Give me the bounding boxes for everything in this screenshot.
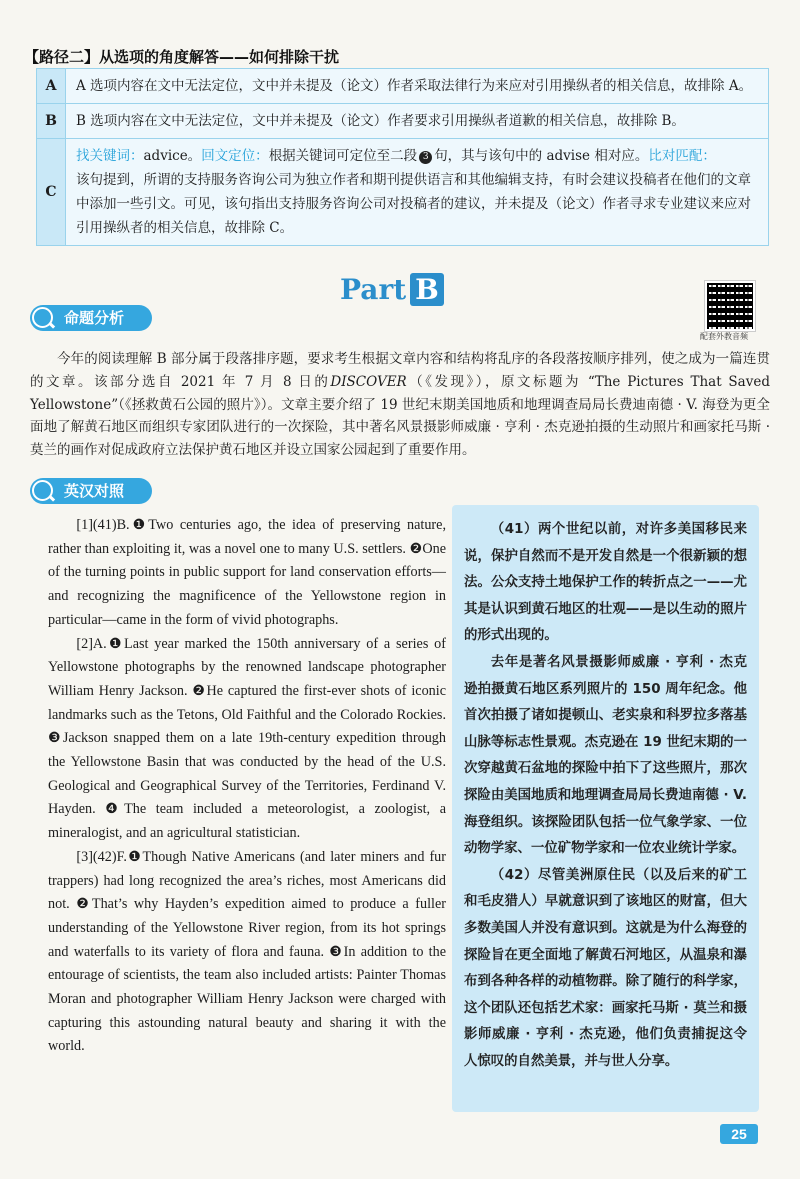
part-word: Part [340,273,407,306]
chinese-translation-box [452,505,759,1112]
option-text [66,139,769,246]
qr-code-icon[interactable] [705,281,755,331]
chinese-paragraph: （42）尽管美洲原住民（以及后来的矿工和毛皮猎人）早就意识到了该地区的财富，但大多数美国人并没有意识到。这就是为什么海登的探险旨在更全面地了解黄石河地区，从温泉和瀑布到各种各样的动植物群。除了随行的科学家，这个团队还包括艺术家：画家托马斯 · 莫兰和摄影师威廉 · 亨利 · 杰克逊，他们负责捕捉这令人惊叹的自然美景，并与世人分享。 [464,867,747,1069]
locate-text-after: 句，其与该句中的 advise 相对应。 [434,148,649,164]
part-title [340,273,444,306]
chinese-paragraph: 去年是著名风景摄影师威廉 · 亨利 · 杰克逊拍摄黄石地区系列照片的 150 周年纪念。他首次拍摄了诸如提顿山、老实泉和科罗拉多落基山脉等标志性景观。杰克逊在 19 世纪末期的一次穿越黄石盆地的探险中拍下了这些照片，那次探险由美国地质和地理调查局局长费迪南德 · V. 海登组织。该探险团队包括一位气象学家、一位动物学家、一位矿物学家和一位农业统计学家。 [464,654,747,857]
magnifier-icon [32,307,53,328]
qr-caption: 配套外教音频 [700,332,748,341]
option-label: C [37,139,66,246]
find-keyword-value: advice。 [143,148,202,164]
option-text: A 选项内容在文中无法定位，文中并未提及（论文）作者采取法律行为来应对引用操纵者的相关信息，故排除 A。 [66,69,769,104]
english-paragraph: [2]A.❶Last year marked the 150th anniversary of a series of Yellowstone photographs by the renowned landscape photographer William Henry Jackson. ❷He captured the first-ever shots of iconic landmarks such as the Tetons, Old Faithful and the Colorado Rockies. ❸Jackson snapped them on a late 19th-century expedition through the Yellowstone Basin that was conducted by the head of the U.S. Geological and Geographical Survey of the Territories, Ferdinand V. Hayden. ❹The team included a meteorologist, a zoologist, a mineralogist, and an agricultural statistician. [48,635,446,842]
options-table [36,68,769,246]
option-label: B [37,104,66,139]
option-text: B 选项内容在文中无法定位，文中并未提及（论文）作者要求引用操纵者道歉的相关信息，故排除 B。 [66,104,769,139]
sentence-number-badge: 3 [419,151,432,164]
section-header-title: 【路径二】从选项的角度解答——如何排除干扰 [24,48,340,66]
analysis-section-title: 命题分析 [64,309,125,327]
locate-text: 根据关键词可定位至二段 [268,148,418,164]
english-column [48,514,446,1059]
bilingual-section-title: 英汉对照 [64,482,125,500]
option-row-a [37,69,769,104]
analysis-paragraph [30,348,770,462]
chinese-paragraph: （41）两个世纪以前，对许多美国移民来说，保护自然而不是开发自然是一个很新颖的想法。公众支持土地保护工作的转折点之一——尤其是认识到黄石地区的壮观——是以生动的照片的形式出现的。 [464,522,747,644]
analysis-text-1: 今年的阅读理解 B 部分属于段落排序题，要求考生根据文章内容和结构将乱序的各段落按顺序排列，使之成为一篇连贯的文章。该部分选自 2021 年 7 月 8 日的 [30,351,770,390]
find-keyword-label: 找关键词： [76,148,144,164]
option-row-b [37,104,769,139]
english-paragraph: [3](42)F.❶Though Native Americans (and later miners and fur trappers) had long recognized the area’s riches, most Americans did not. ❷That’s why Hayden’s expedition aimed to produce a fuller understanding of the Yellowstone River region, from its hot springs and waterfalls to its variety of flora and fauna. ❸In addition to the entourage of scientists, the team also included artists: Painter Thomas Moran and photographer William Henry Jackson were charged with capturing this astounding natural beauty and sharing it with the world. [48,848,446,1055]
part-letter: B [410,273,444,306]
bilingual-section-header [30,478,152,504]
english-paragraph: [1](41)B.❶Two centuries ago, the idea of preserving nature, rather than exploiting it, was a novel one to many U.S. settlers. ❷One of the turning points in public support for land conservation efforts—and recognizing the magnificence of the Yellowstone region in particular—came in the form of vivid photographs. [48,517,446,628]
locate-label: 回文定位： [201,148,269,164]
source-name: DISCOVER [330,373,407,390]
compare-label: 比对匹配： [648,148,716,164]
option-label: A [37,69,66,104]
page-number: 25 [720,1124,758,1144]
compare-text: 该句提到，所谓的支持服务咨询公司为独立作者和期刊提供语言和其他编辑支持，有时会建议投稿者在他们的文章中添加一些引文。可见，该句指出支持服务咨询公司对投稿者的建议，并未提及（论文）作者寻求专业建议来应对引用操纵者的相关信息，故排除 C。 [76,172,751,236]
option-row-c [37,139,769,246]
magnifier-icon [32,480,53,501]
analysis-section-header [30,305,152,331]
analysis-text-2: （《发现》），原文标题为 “The Pictures That Saved Yellowstone”（《拯救黄石公园的照片》）。文章主要介绍了 19 世纪末期美国地质和地理调查局局长费迪南德 · V. 海登为更全面地了解黄石地区而组织专家团队进行的一次探险，其中著名风景摄影师威廉 · 亨利 · 杰克逊拍摄的生动照片和画家托马斯 · 莫兰的画作对促成政府立法保护黄石地区并设立国家公园起到了重要作用。 [30,373,770,459]
